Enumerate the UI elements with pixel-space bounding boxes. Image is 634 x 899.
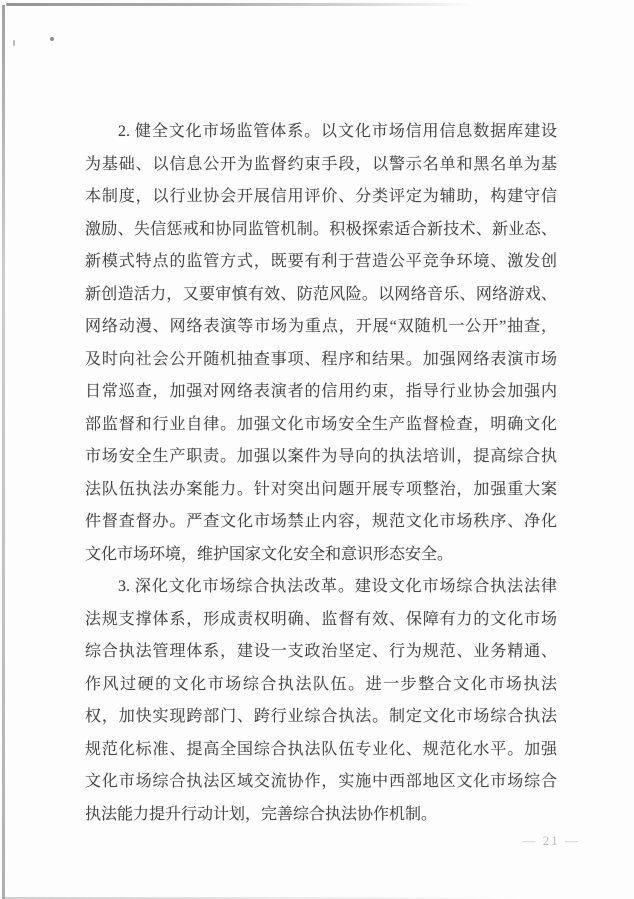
text-line: 2. 健全文化市场监管体系。以文化市场信用信息数据库建设 (118, 123, 557, 140)
text-line: 法规支撑体系，形成责权明确、监督有效、保障有力的文化市场 (85, 610, 557, 628)
text-line: 本制度，以行业协会开展信用评价、分类评定为辅助，构建守信 (85, 188, 557, 205)
scan-edge-top (6, 3, 476, 6)
text-line: 新模式特点的监管方式，既要有利于营造公平竞争环境、激发创 (85, 253, 557, 270)
text-line: 件督查督办。严查文化市场禁止内容，规范文化市场秩序、净化 (85, 513, 557, 530)
text-line: 文化市场综合执法区域交流协作，实施中西部地区文化市场综合 (85, 773, 557, 790)
text-line: 文化市场环境，维护国家文化安全和意识形态安全。 (85, 545, 454, 563)
text-line: 新创造活力，又要审慎有效、防范风险。以网络音乐、网络游戏、 (85, 285, 557, 303)
text-line: 为基础、以信息公开为监督约束手段，以警示名单和黑名单为基 (85, 155, 557, 173)
scan-speck (50, 37, 54, 41)
paragraph (85, 571, 557, 831)
text-line: 及时向社会公开随机抽查事项、程序和结果。加强网络表演市场 (85, 350, 557, 368)
text-line: 执法能力提升行动计划，完善综合执法协作机制。 (85, 805, 438, 823)
page-number: — 21 — (522, 833, 580, 848)
text-line: 日常巡查，加强对网络表演者的信用约束，指导行业协会加强内 (85, 383, 557, 400)
text-line: 网络动漫、网络表演等市场为重点，开展“双随机一公开”抽查， (85, 318, 557, 335)
text-line: 法队伍执法办案能力。针对突出问题开展专项整治，加强重大案 (85, 480, 557, 498)
text-line: 作风过硬的文化市场综合执法队伍。进一步整合文化市场执法 (85, 675, 557, 693)
scan-speck (13, 40, 15, 46)
text-line: 部监督和行业自律。加强文化市场安全生产监督检查，明确文化 (85, 415, 557, 433)
text-line: 规范化标准、提高全国综合执法队伍专业化、规范化水平。加强 (85, 740, 557, 758)
text-line: 综合执法管理体系，建设一支政治坚定、行为规范、业务精通、 (85, 643, 557, 660)
document-body (85, 116, 557, 831)
paragraph (85, 116, 557, 571)
text-line: 激励、失信惩戒和协同监管机制。积极探索适合新技术、新业态、 (85, 220, 557, 238)
text-line: 市场安全生产职责。加强以案件为导向的执法培训，提高综合执 (85, 448, 557, 465)
text-line: 3. 深化文化市场综合执法改革。建设文化市场综合执法法律 (118, 578, 557, 595)
text-line: 权，加快实现跨部门、跨行业综合执法。制定文化市场综合执法 (85, 708, 557, 725)
scan-edge-left (2, 5, 5, 899)
